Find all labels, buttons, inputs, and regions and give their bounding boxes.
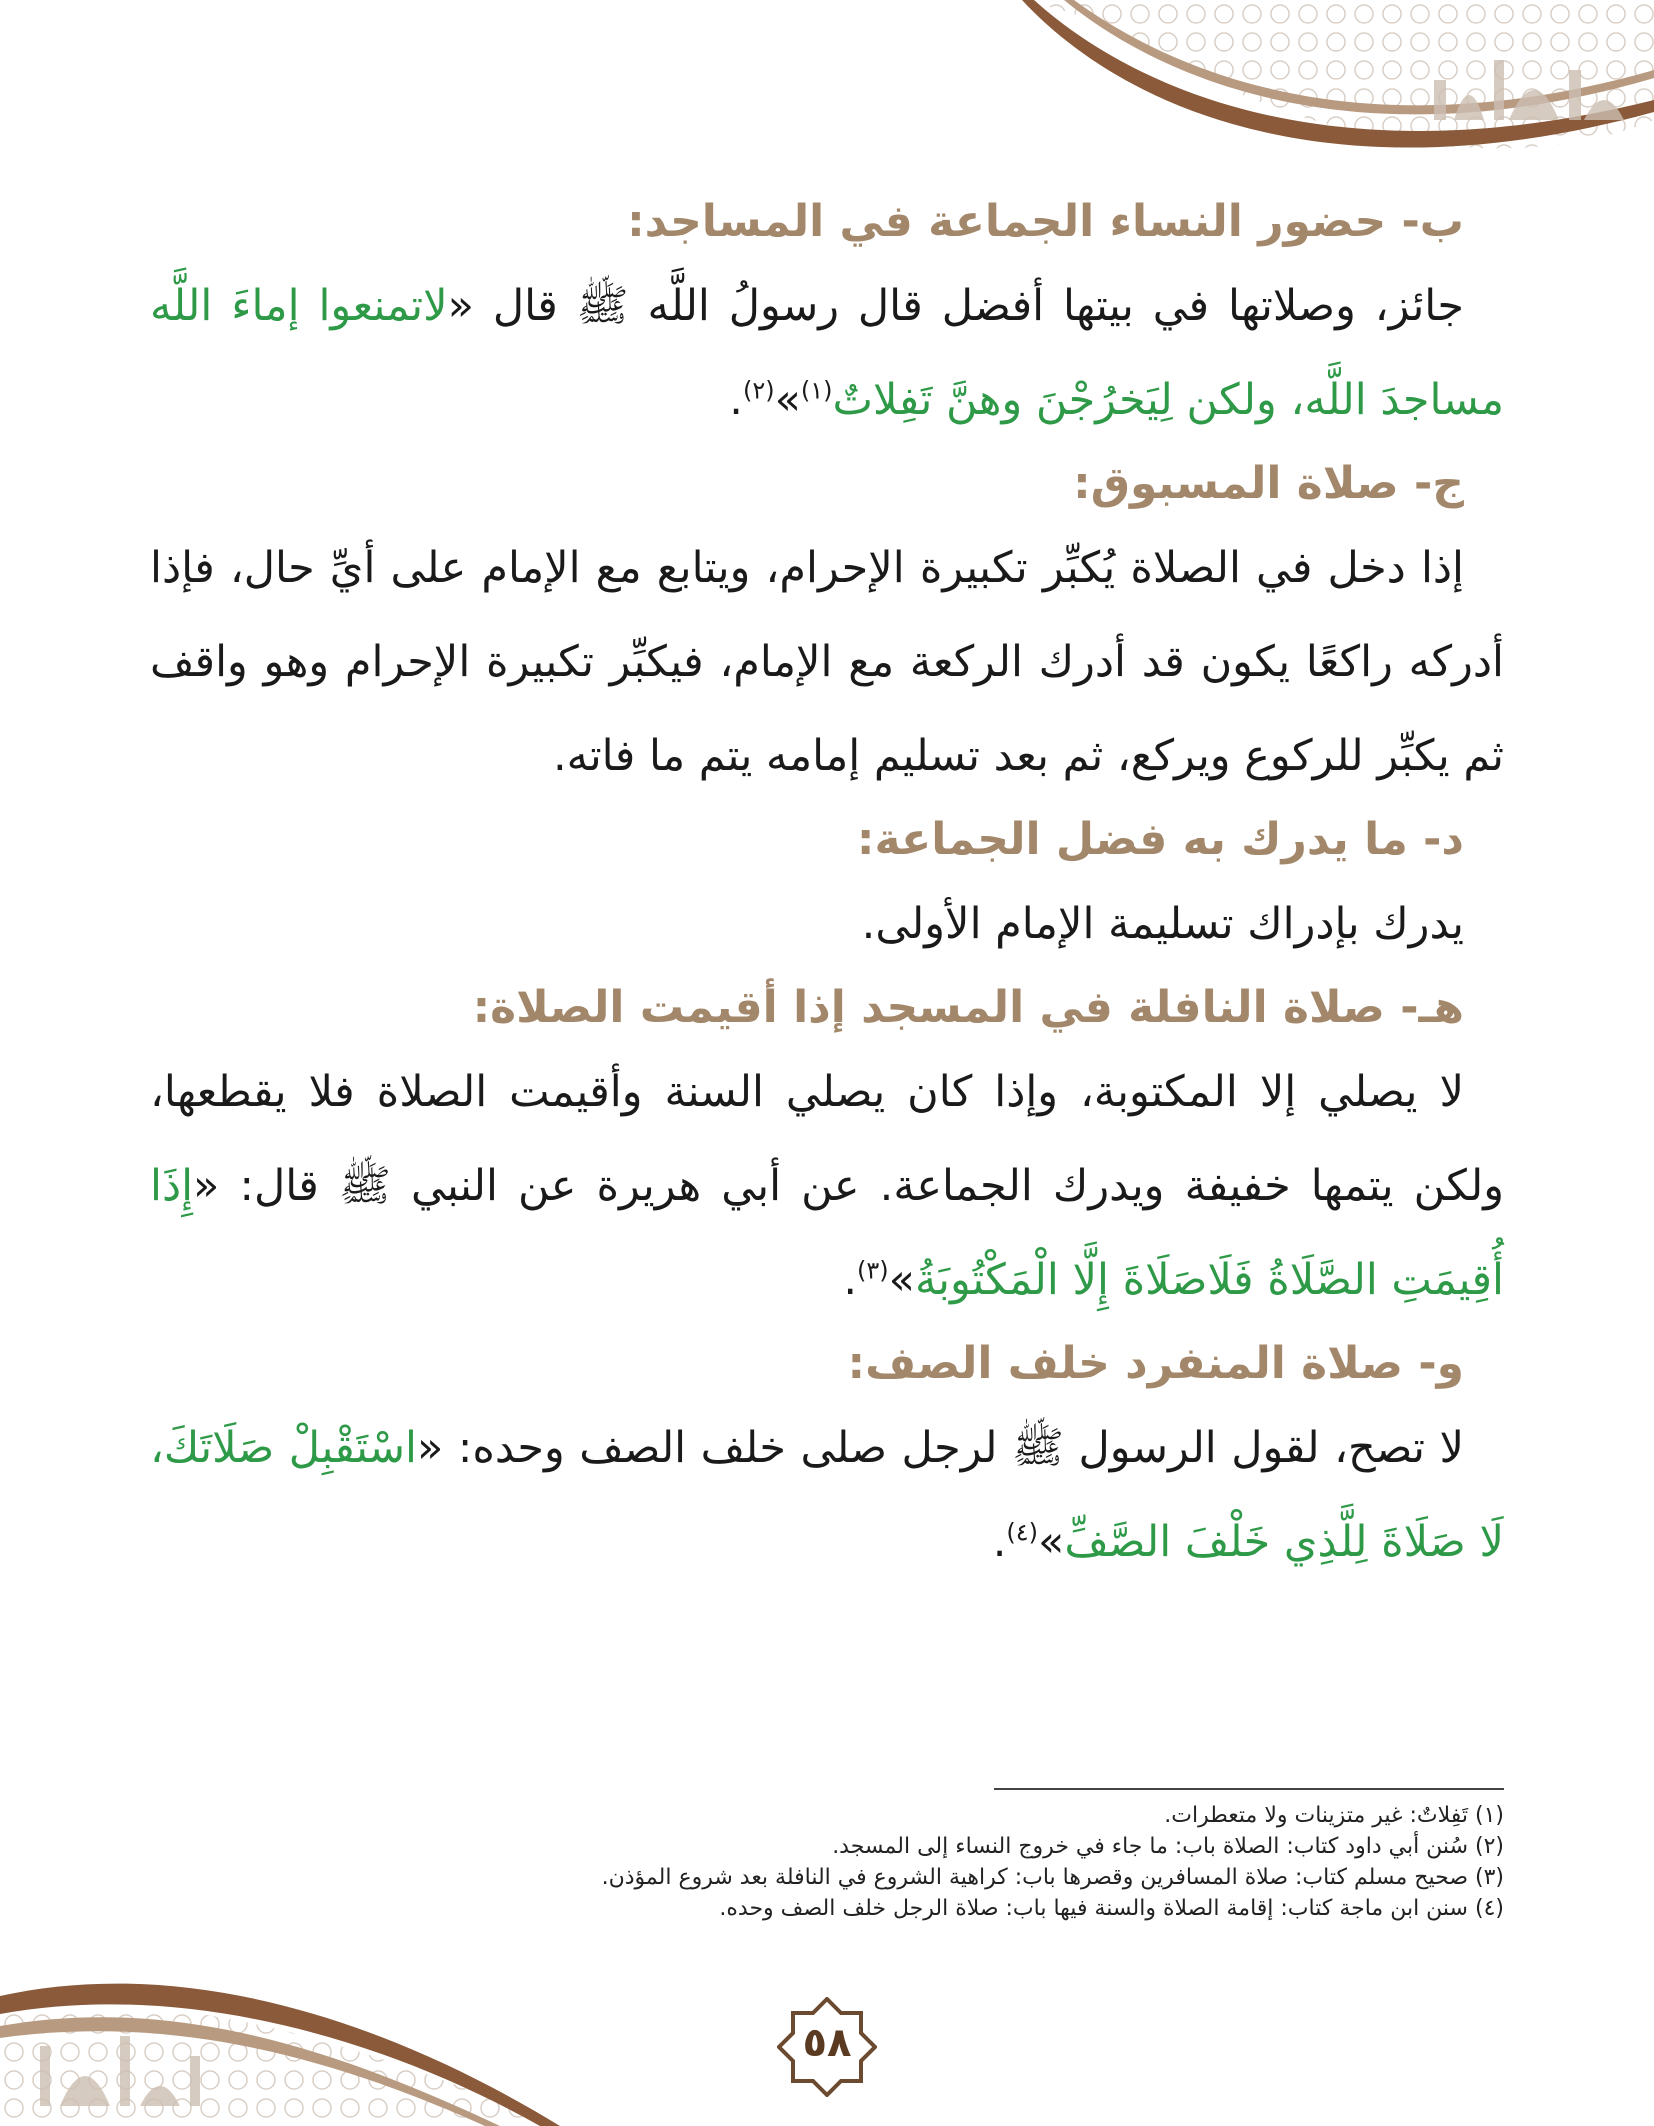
footnotes <box>150 1800 1504 1924</box>
footnote-item: (١) تَفِلاتٌ: غير متزينات ولا متعطرات. <box>1164 1803 1504 1828</box>
section-heading: د- ما يدرك به فضل الجماعة: <box>856 814 1464 865</box>
hadith-quote: اسْتَقْبِلْ صَلَاتَكَ، لَا صَلَاةَ لِلَّذِي خَلْفَ الصَّفِّ <box>150 1423 1504 1567</box>
paragraph-text: يدرك بإدراك تسليمة الإمام الأولى. <box>861 899 1464 949</box>
section-heading: و- صلاة المنفرد خلف الصف: <box>847 1338 1464 1389</box>
paragraph-text: لا يصلي إلا المكتوبة، وإذا كان يصلي السنة وأقيمت الصلاة فلا يقطعها، ولكن يتمها خفيفة ويدرك الجماعة. عن أبي هريرة عن النبي ﷺ قال: « <box>150 1067 1504 1211</box>
hadith-quote: لاتمنعوا إماءَ اللَّه مساجدَ اللَّه، ولكن لِيَخرُجْنَ وهنَّ تَفِلاتٌ <box>150 281 1504 425</box>
section-paragraph <box>150 1045 1504 1327</box>
section-heading: ب- حضور النساء الجماعة في المساجد: <box>627 196 1464 247</box>
footnote-ref[interactable]: (٣) <box>857 1256 889 1285</box>
footnote-item: (٣) صحيح مسلم كتاب: صلاة المسافرين وقصرها باب: كراهية الشروع في النافلة بعد شروع المؤذن. <box>601 1865 1504 1890</box>
footnote-item: (٢) سُنن أبي داود كتاب: الصلاة باب: ما جاء في خروج النساء إلى المسجد. <box>832 1834 1504 1859</box>
hadith-quote: إِذَا أُقِيمَتِ الصَّلَاةُ فَلَاصَلَاةَ إِلَّا الْمَكْتُوبَةُ <box>150 1161 1504 1305</box>
section-paragraph <box>150 877 1504 971</box>
quote-close: » <box>1038 1517 1065 1567</box>
sentence-end: . <box>992 1517 1007 1567</box>
quote-close: » <box>774 375 801 425</box>
footnote-ref[interactable]: (٢) <box>742 376 775 405</box>
footnote-ref[interactable]: (٤) <box>1006 1518 1039 1547</box>
bottom-corner-ornament <box>0 1926 560 2126</box>
footnote-item: (٤) سنن ابن ماجة كتاب: إقامة الصلاة والسنة فيها باب: صلاة الرجل خلف الصف وحده. <box>719 1896 1504 1921</box>
section-paragraph <box>150 1401 1504 1589</box>
section-paragraph <box>150 259 1504 447</box>
main-content <box>150 185 1504 1589</box>
section-heading: هـ- صلاة النافلة في المسجد إذا أقيمت الصلاة: <box>472 982 1464 1033</box>
footnote-ref[interactable]: (١) <box>800 376 833 405</box>
sentence-end: . <box>729 375 743 425</box>
paragraph-text: جائز، وصلاتها في بيتها أفضل قال رسولُ اللَّه ﷺ قال « <box>447 281 1464 331</box>
paragraph-text: إذا دخل في الصلاة يُكبِّر تكبيرة الإحرام، ويتابع مع الإمام على أيِّ حال، فإذا أدركه راكعًا يكون قد أدرك الركعة مع الإمام، فيكبِّر تكبيرة الإحرام وهو واقف ثم يكبِّر للركوع ويركع، ثم بعد تسليم إمامه يتم ما فاته. <box>150 543 1504 781</box>
top-corner-ornament <box>1014 0 1654 190</box>
paragraph-text: لا تصح، لقول الرسول ﷺ لرجل صلى خلف الصف وحده: « <box>417 1423 1465 1473</box>
sentence-end: . <box>843 1255 858 1305</box>
quote-close: » <box>888 1255 915 1305</box>
section-paragraph <box>150 521 1504 803</box>
footnote-divider <box>994 1788 1504 1790</box>
section-heading: ج- صلاة المسبوق: <box>1073 458 1464 509</box>
page-number: ٥٨ <box>802 2020 852 2066</box>
